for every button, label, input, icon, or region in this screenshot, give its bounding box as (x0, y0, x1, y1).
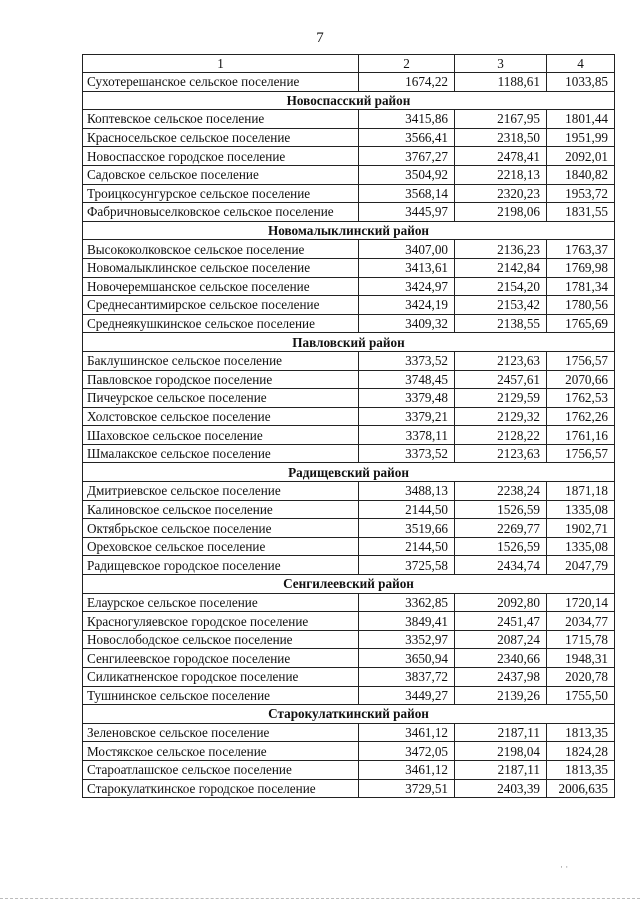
district-name: Павловский район (83, 333, 615, 352)
value-c4: 1871,18 (547, 482, 615, 501)
value-c3: 2136,23 (455, 240, 547, 259)
value-c4: 1335,08 (547, 500, 615, 519)
table-row (83, 277, 615, 296)
table-row (83, 165, 615, 184)
district-name: Старокулаткинский район (83, 705, 615, 724)
value-c4: 1033,85 (547, 73, 615, 92)
table-row (83, 128, 615, 147)
value-c4: 1948,31 (547, 649, 615, 668)
settlement-name: Зеленовское сельское поселение (83, 723, 359, 742)
table-row (83, 296, 615, 315)
value-c4: 1902,71 (547, 519, 615, 538)
value-c4: 2034,77 (547, 612, 615, 631)
value-c2: 3352,97 (359, 630, 455, 649)
value-c2: 3650,94 (359, 649, 455, 668)
value-c3: 2451,47 (455, 612, 547, 631)
settlement-name: Новоспасское городское поселение (83, 147, 359, 166)
value-c3: 2167,95 (455, 110, 547, 129)
table-row (83, 482, 615, 501)
settlement-name: Елаурское сельское поселение (83, 593, 359, 612)
district-name: Сенгилеевский район (83, 575, 615, 594)
value-c3: 2092,80 (455, 593, 547, 612)
value-c4: 2070,66 (547, 370, 615, 389)
value-c3: 1526,59 (455, 537, 547, 556)
value-c3: 2187,11 (455, 760, 547, 779)
table-row (83, 630, 615, 649)
settlement-name: Сухотерешанское сельское поселение (83, 73, 359, 92)
value-c3: 2154,20 (455, 277, 547, 296)
value-c2: 3566,41 (359, 128, 455, 147)
settlement-name: Фабричновыселковское сельское поселение (83, 203, 359, 222)
value-c2: 3504,92 (359, 165, 455, 184)
header-col-1: 1 (83, 55, 359, 73)
value-c2: 3379,48 (359, 389, 455, 408)
value-c2: 3378,11 (359, 426, 455, 445)
settlement-name: Баклушинское сельское поселение (83, 351, 359, 370)
table-row (83, 389, 615, 408)
table-row (83, 147, 615, 166)
table-row (83, 556, 615, 575)
table-row (83, 240, 615, 259)
value-c2: 3461,12 (359, 723, 455, 742)
value-c4: 1763,37 (547, 240, 615, 259)
settlement-name: Высококолковское сельское поселение (83, 240, 359, 259)
settlement-name: Холстовское сельское поселение (83, 407, 359, 426)
table-row (83, 407, 615, 426)
district-header-row (83, 463, 615, 482)
value-c4: 1769,98 (547, 258, 615, 277)
data-table (82, 54, 615, 798)
value-c2: 3445,97 (359, 203, 455, 222)
settlement-name: Сенгилеевское городское поселение (83, 649, 359, 668)
settlement-name: Садовское сельское поселение (83, 165, 359, 184)
settlement-name: Староатлашское сельское поселение (83, 760, 359, 779)
value-c4: 1720,14 (547, 593, 615, 612)
table-row (83, 370, 615, 389)
value-c3: 2269,77 (455, 519, 547, 538)
value-c2: 3373,52 (359, 444, 455, 463)
value-c3: 2403,39 (455, 779, 547, 798)
district-header-row (83, 575, 615, 594)
value-c4: 1756,57 (547, 351, 615, 370)
value-c2: 3362,85 (359, 593, 455, 612)
value-c3: 2478,41 (455, 147, 547, 166)
settlement-name: Старокулаткинское городское поселение (83, 779, 359, 798)
table-row (83, 110, 615, 129)
table-row (83, 593, 615, 612)
value-c3: 2457,61 (455, 370, 547, 389)
value-c3: 2198,06 (455, 203, 547, 222)
scan-mark: · · (560, 862, 569, 872)
value-c3: 2139,26 (455, 686, 547, 705)
value-c4: 2006,635 (547, 779, 615, 798)
value-c4: 2047,79 (547, 556, 615, 575)
value-c3: 1188,61 (455, 73, 547, 92)
value-c3: 2340,66 (455, 649, 547, 668)
value-c4: 1335,08 (547, 537, 615, 556)
table-row (83, 351, 615, 370)
value-c4: 1801,44 (547, 110, 615, 129)
value-c2: 3415,86 (359, 110, 455, 129)
table-header-row (83, 55, 615, 73)
district-name: Радищевский район (83, 463, 615, 482)
table-row (83, 314, 615, 333)
table-row (83, 258, 615, 277)
settlement-name: Октябрьское сельское поселение (83, 519, 359, 538)
settlement-name: Новослободское сельское поселение (83, 630, 359, 649)
header-col-4: 4 (547, 55, 615, 73)
value-c2: 3849,41 (359, 612, 455, 631)
settlement-name: Красногуляевское городское поселение (83, 612, 359, 631)
district-name: Новоспасский район (83, 91, 615, 110)
value-c2: 3729,51 (359, 779, 455, 798)
value-c2: 3488,13 (359, 482, 455, 501)
district-header-row (83, 333, 615, 352)
value-c3: 2218,13 (455, 165, 547, 184)
value-c3: 2434,74 (455, 556, 547, 575)
value-c2: 3767,27 (359, 147, 455, 166)
value-c3: 2142,84 (455, 258, 547, 277)
value-c4: 1813,35 (547, 760, 615, 779)
value-c3: 2138,55 (455, 314, 547, 333)
value-c4: 2020,78 (547, 668, 615, 687)
settlement-name: Радищевское городское поселение (83, 556, 359, 575)
value-c4: 1765,69 (547, 314, 615, 333)
value-c4: 1831,55 (547, 203, 615, 222)
value-c4: 1953,72 (547, 184, 615, 203)
table-row (83, 426, 615, 445)
value-c3: 2198,04 (455, 742, 547, 761)
settlement-name: Пичеурское сельское поселение (83, 389, 359, 408)
table-row (83, 500, 615, 519)
value-c3: 2087,24 (455, 630, 547, 649)
value-c3: 2123,63 (455, 444, 547, 463)
value-c4: 1761,16 (547, 426, 615, 445)
page-number: 7 (316, 30, 324, 46)
value-c2: 3449,27 (359, 686, 455, 705)
value-c2: 3837,72 (359, 668, 455, 687)
table-row (83, 686, 615, 705)
table-row (83, 612, 615, 631)
value-c3: 2128,22 (455, 426, 547, 445)
value-c2: 3519,66 (359, 519, 455, 538)
settlement-name: Мостякское сельское поселение (83, 742, 359, 761)
table-row (83, 184, 615, 203)
settlement-name: Ореховское сельское поселение (83, 537, 359, 556)
settlement-name: Троицкосунгурское сельское поселение (83, 184, 359, 203)
value-c3: 2318,50 (455, 128, 547, 147)
settlement-name: Новомалыклинское сельское поселение (83, 258, 359, 277)
value-c4: 1824,28 (547, 742, 615, 761)
value-c2: 3725,58 (359, 556, 455, 575)
value-c4: 1840,82 (547, 165, 615, 184)
value-c3: 2187,11 (455, 723, 547, 742)
value-c2: 2144,50 (359, 537, 455, 556)
value-c3: 2123,63 (455, 351, 547, 370)
table-row (83, 742, 615, 761)
settlement-name: Среднеякушкинское сельское поселение (83, 314, 359, 333)
settlement-name: Красносельское сельское поселение (83, 128, 359, 147)
value-c4: 1762,26 (547, 407, 615, 426)
district-header-row (83, 91, 615, 110)
value-c2: 3413,61 (359, 258, 455, 277)
value-c4: 1756,57 (547, 444, 615, 463)
value-c4: 1762,53 (547, 389, 615, 408)
settlement-name: Дмитриевское сельское поселение (83, 482, 359, 501)
value-c2: 3373,52 (359, 351, 455, 370)
table-row (83, 723, 615, 742)
table-row (83, 537, 615, 556)
table-row (83, 73, 615, 92)
value-c2: 3409,32 (359, 314, 455, 333)
value-c2: 2144,50 (359, 500, 455, 519)
table-row (83, 203, 615, 222)
value-c2: 3379,21 (359, 407, 455, 426)
settlement-name: Шаховское сельское поселение (83, 426, 359, 445)
header-col-3: 3 (455, 55, 547, 73)
value-c3: 2238,24 (455, 482, 547, 501)
settlement-name: Павловское городское поселение (83, 370, 359, 389)
value-c3: 2129,59 (455, 389, 547, 408)
value-c3: 1526,59 (455, 500, 547, 519)
header-col-2: 2 (359, 55, 455, 73)
table-row (83, 649, 615, 668)
value-c3: 2320,23 (455, 184, 547, 203)
table-row (83, 760, 615, 779)
value-c3: 2153,42 (455, 296, 547, 315)
settlement-name: Среднесантимирское сельское поселение (83, 296, 359, 315)
value-c4: 2092,01 (547, 147, 615, 166)
settlement-name: Коптевское сельское поселение (83, 110, 359, 129)
settlement-name: Калиновское сельское поселение (83, 500, 359, 519)
value-c2: 3407,00 (359, 240, 455, 259)
settlement-name: Силикатненское городское поселение (83, 668, 359, 687)
table-row (83, 444, 615, 463)
value-c2: 3424,97 (359, 277, 455, 296)
value-c4: 1813,35 (547, 723, 615, 742)
value-c2: 3748,45 (359, 370, 455, 389)
settlement-name: Тушнинское сельское поселение (83, 686, 359, 705)
value-c2: 3472,05 (359, 742, 455, 761)
value-c2: 3568,14 (359, 184, 455, 203)
table-row (83, 668, 615, 687)
value-c2: 3461,12 (359, 760, 455, 779)
scan-edge (0, 898, 640, 901)
district-header-row (83, 705, 615, 724)
value-c3: 2437,98 (455, 668, 547, 687)
value-c2: 3424,19 (359, 296, 455, 315)
value-c4: 1781,34 (547, 277, 615, 296)
table-row (83, 519, 615, 538)
settlement-name: Новочеремшанское сельское поселение (83, 277, 359, 296)
district-header-row (83, 221, 615, 240)
value-c4: 1715,78 (547, 630, 615, 649)
value-c4: 1780,56 (547, 296, 615, 315)
district-name: Новомалыклинский район (83, 221, 615, 240)
value-c2: 1674,22 (359, 73, 455, 92)
value-c4: 1951,99 (547, 128, 615, 147)
value-c4: 1755,50 (547, 686, 615, 705)
value-c3: 2129,32 (455, 407, 547, 426)
table-row (83, 779, 615, 798)
settlement-name: Шмалакское сельское поселение (83, 444, 359, 463)
